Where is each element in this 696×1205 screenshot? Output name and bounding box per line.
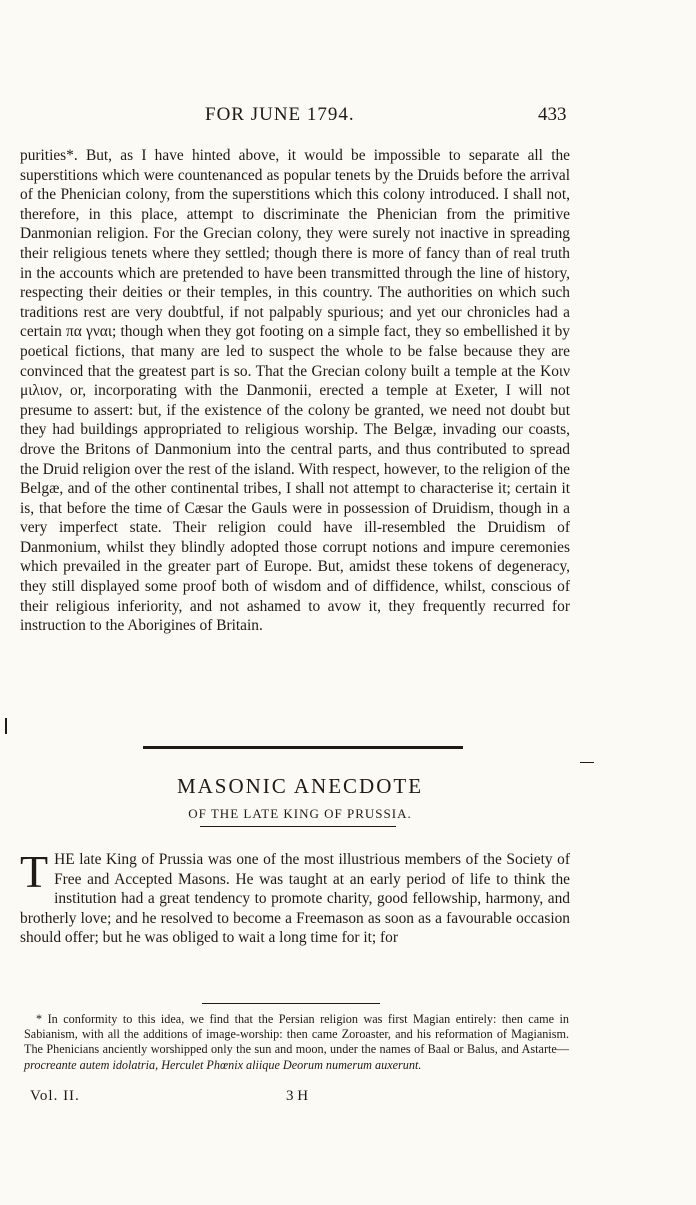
article-paragraph (20, 846, 570, 948)
drop-cap: T (20, 846, 49, 897)
running-title: FOR JUNE 1794. (205, 104, 355, 125)
body-paragraph: purities*. But, as I have hinted above, it would be impossible to separate all the superstitions which were countenanced as popular tenets by the Druids before the arrival of the Phenician colony, from the superstitions which this colony introduced. I shall not, therefore, in this place, attempt to discriminate the Phenician from the primitive Danmonian religion. For the Grecian colony, they were surely not inactive in spreading their religious tenets where they settled; though there is more of fancy than of real truth in the accounts which are pretended to have been transmitted through the line of history, respecting their deities or their temples, in this country. The authorities on which such traditions rest are very doubtful, if not palpably spurious; and yet our chronicles had a certain πα γναι; though when they got footing on a simple fact, they so embellished it by poetical fictions, that many are led to suspect the whole to be false because they are convinced that the greatest part is so. That the Grecian colony built a temple at the Κοιν μιλιον, or, incorporating with the Danmonii, erected a temple at Exeter, I will not presume to assert: but, if the existence of the colony be granted, we need not doubt but they had buildings appropriated to religious worship. The Belgæ, invading our coasts, drove the Britons of Danmonium into the central parts, and thus contributed to spread the Druid religion over the rest of the island. With respect, however, to the religion of the Belgæ, and of the other continental tribes, I shall not attempt to characterise it; certain it is, that before the time of Cæsar the Gauls were in possession of Druidism, though in a very imperfect state. Their religion could have ill-resembled the Druidism of Danmonium, whilst they blindly adopted those corrupt notions and impure ceremonies which prevailed in the greater part of Europe. But, amidst these tokens of degeneracy, they still displayed some proof both of wisdom and of diffidence, whilst, conscious of their religious inferiority, and not ashamed to avow it, they frequently recurred for instruction to the Aborigines of Britain. (20, 147, 570, 635)
article-subtitle: OF THE LATE KING OF PRUSSIA. (188, 806, 412, 821)
footnote-rule (202, 1003, 380, 1004)
sheet-signature: 3 H (286, 1088, 309, 1104)
article-body: HE late King of Prussia was one of the most illustrious members of the Society of Free and Accepted Masons. He was taught at an early period of life to think the institution had a great tendency to promote charity, good fellowship, harmony, and brotherly love; and he resolved to become a Freemason as soon as a favourable occasion should offer; but he was obliged to wait a long time for it; for (20, 851, 570, 947)
volume-signature: Vol. II. (30, 1088, 80, 1104)
footnote-paragraph (24, 1012, 569, 1073)
running-header (0, 104, 696, 128)
margin-mark (5, 718, 7, 734)
footnote (24, 1012, 569, 1073)
footnote-text: * In conformity to this idea, we find that the Persian religion was first Magian entirely: then came in Sabianism, with all the additions of image-worship: then came Zoroaster, and his reformation of Magianism. The Phenicians anciently worshipped only the sun and moon, under the names of Baal or Balus, and Astarte— (24, 1012, 569, 1057)
footnote-latin: procreante autem idolatria, Herculet Phœnix aliique Deorum numerum auxerunt. (24, 1057, 422, 1072)
article-title: MASONIC ANECDOTE (176, 774, 424, 798)
body-text (20, 146, 570, 636)
section-separator (143, 746, 463, 749)
title-rule (200, 826, 396, 827)
page-number: 433 (538, 104, 567, 125)
margin-mark-right (580, 762, 594, 763)
article-text (20, 846, 570, 948)
